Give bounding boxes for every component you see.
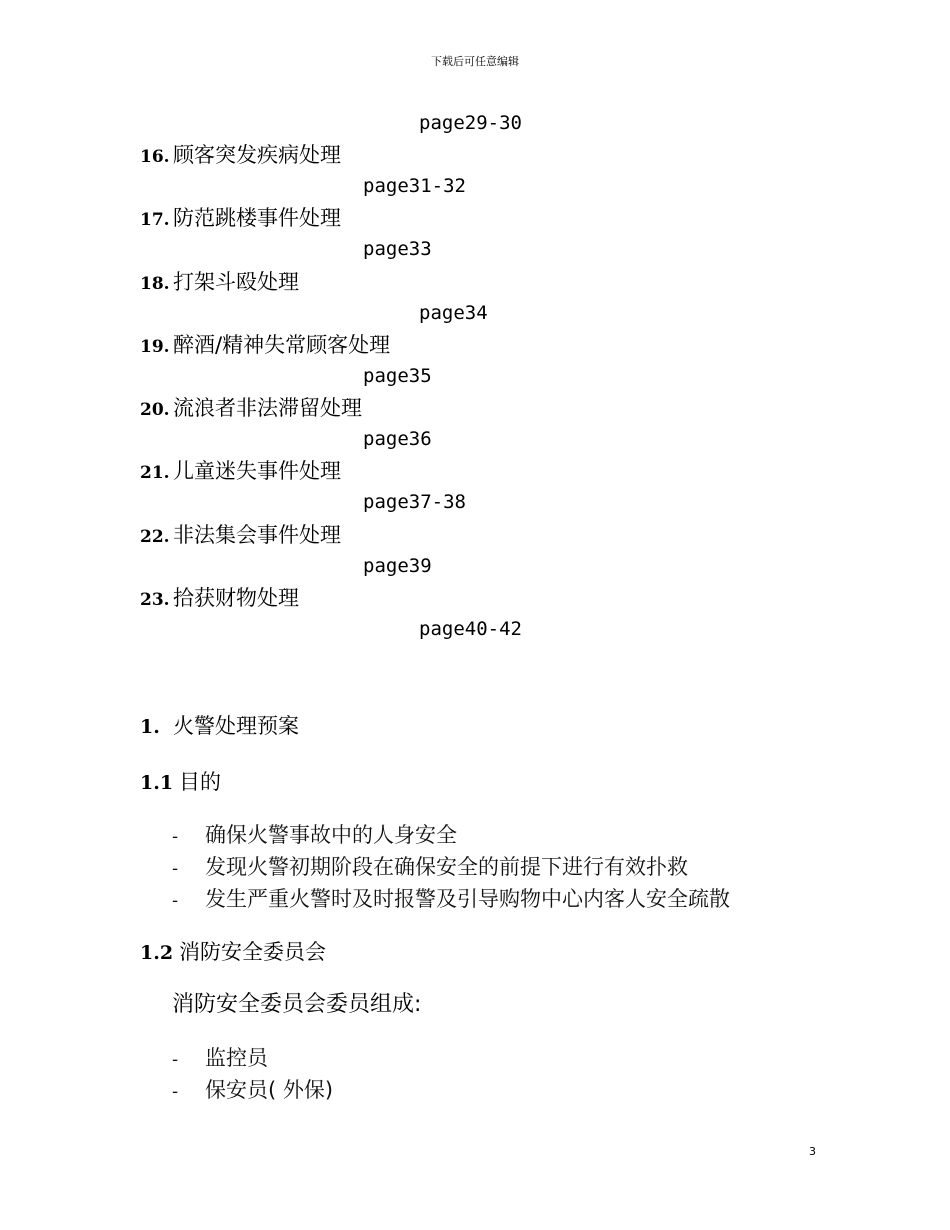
- toc-entry-19[interactable]: [140, 331, 390, 359]
- list-item-text: 监控员: [205, 1046, 268, 1070]
- toc-page-ref: page35: [363, 365, 432, 387]
- toc-page-ref: page40-42: [419, 618, 522, 640]
- section-number: 1.: [140, 716, 160, 738]
- toc-page-ref: page36: [363, 428, 432, 450]
- toc-entry-21[interactable]: [140, 457, 341, 485]
- toc-entry-title: 醉酒/精神失常顾客处理: [173, 333, 391, 357]
- section-title: 火警处理预案: [173, 714, 299, 738]
- toc-page-ref: page31-32: [363, 175, 466, 197]
- list-item: [172, 884, 730, 914]
- toc-entry-title: 打架斗殴处理: [173, 270, 299, 294]
- committee-intro: 消防安全委员会委员组成:: [172, 992, 422, 1017]
- list-item: [172, 1043, 268, 1073]
- list-item-text: 保安员( 外保): [205, 1078, 334, 1102]
- toc-entry-number: 19.: [140, 337, 170, 357]
- list-item-text: 发生严重火警时及时报警及引导购物中心内客人安全疏散: [205, 887, 730, 911]
- toc-entry-number: 22.: [140, 527, 170, 547]
- list-item-text: 确保火警事故中的人身安全: [205, 823, 457, 847]
- toc-entry-number: 23.: [140, 590, 170, 610]
- toc-entry-number: 21.: [140, 463, 170, 483]
- section-heading: [140, 711, 299, 741]
- toc-entry-22[interactable]: [140, 521, 341, 549]
- subsection-heading-1-1: [140, 767, 221, 797]
- toc-page-ref: page37-38: [363, 491, 466, 513]
- toc-entry-title: 流浪者非法滞留处理: [173, 396, 362, 420]
- subsection-number: 1.1: [140, 772, 174, 794]
- toc-entry-number: 16.: [140, 147, 170, 167]
- toc-entry-20[interactable]: [140, 394, 362, 422]
- bullet-marker: -: [172, 891, 179, 911]
- toc-entry-title: 防范跳楼事件处理: [173, 206, 341, 230]
- bullet-marker: -: [172, 1050, 179, 1070]
- toc-entry-title: 顾客突发疾病处理: [173, 143, 341, 167]
- toc-entry-number: 17.: [140, 210, 170, 230]
- toc-entry-16[interactable]: [140, 141, 341, 169]
- toc-entry-title: 儿童迷失事件处理: [173, 459, 341, 483]
- toc-entry-number: 18.: [140, 274, 170, 294]
- toc-entry-17[interactable]: [140, 204, 341, 232]
- subsection-heading-1-2: [140, 937, 326, 967]
- toc-page-ref-top: page29-30: [419, 112, 522, 134]
- bullet-marker: -: [172, 1082, 179, 1102]
- list-item: [172, 820, 457, 850]
- bullet-marker: -: [172, 859, 179, 879]
- subsection-title: 目的: [179, 770, 221, 794]
- page-header: 下载后可任意编辑: [431, 55, 519, 68]
- list-item-text: 发现火警初期阶段在确保安全的前提下进行有效扑救: [205, 855, 688, 879]
- toc-entry-number: 20.: [140, 400, 170, 420]
- toc-entry-title: 非法集会事件处理: [173, 523, 341, 547]
- toc-entry-18[interactable]: [140, 268, 299, 296]
- bullet-marker: -: [172, 827, 179, 847]
- toc-page-ref: page34: [419, 302, 488, 324]
- page-number: 3: [809, 1145, 816, 1158]
- toc-page-ref: page33: [363, 238, 432, 260]
- list-item: [172, 852, 688, 882]
- list-item: [172, 1075, 333, 1105]
- subsection-title: 消防安全委员会: [179, 940, 326, 964]
- toc-entry-title: 拾获财物处理: [173, 586, 299, 610]
- subsection-number: 1.2: [140, 942, 174, 964]
- toc-entry-23[interactable]: [140, 584, 299, 612]
- toc-page-ref: page39: [363, 555, 432, 577]
